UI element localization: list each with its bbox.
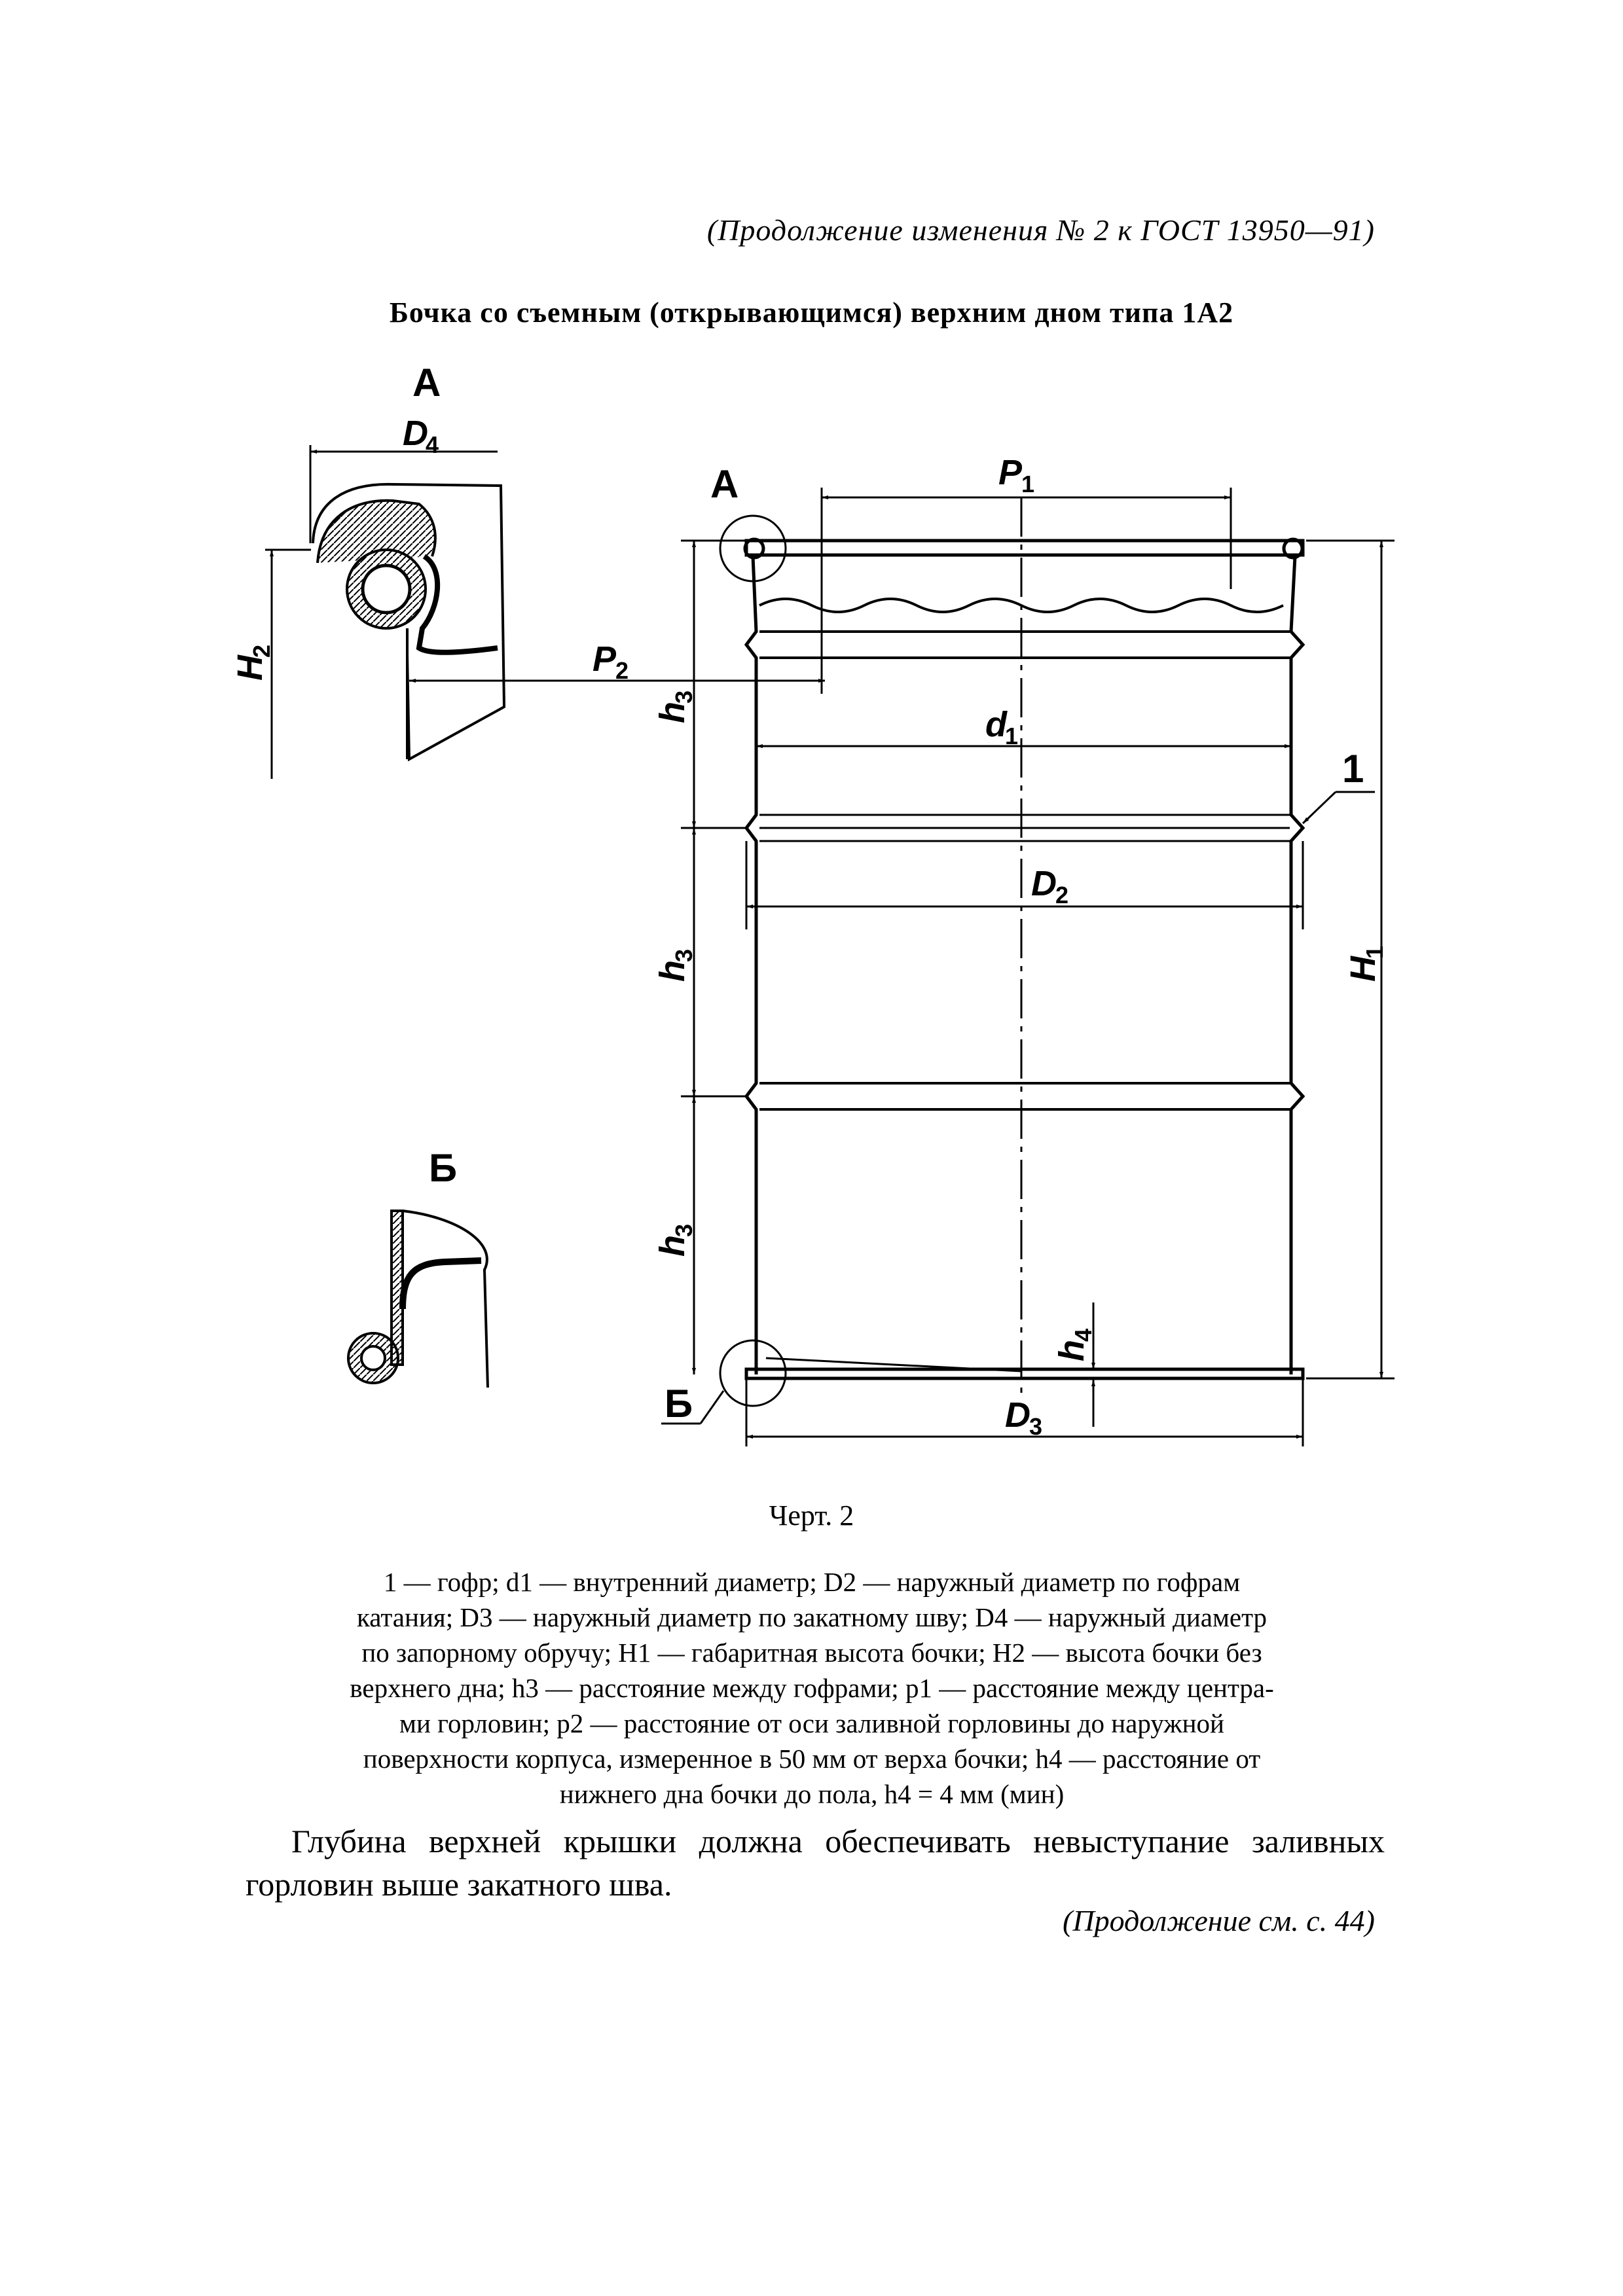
dim-d1-label: d [985, 705, 1007, 744]
legend-line: катания; D3 — наружный диаметр по закатному шву; D4 — наружный диаметр [356, 1602, 1267, 1632]
dim-p2-label: P [593, 639, 617, 679]
dim-h4-label: h [1052, 1340, 1091, 1361]
barrel-main-view [653, 453, 1395, 1446]
view-b-marker: Б [665, 1382, 693, 1426]
detail-b-view [348, 1146, 488, 1388]
dim-d1-sub: 1 [1005, 723, 1019, 749]
dim-d4-label: D [403, 414, 428, 453]
dim-d2-label: D [1031, 864, 1057, 903]
dim-h3-label-3: h [653, 1235, 692, 1257]
legend-line: нижнего дна бочки до пола, h4 = 4 мм (мин) [559, 1779, 1065, 1809]
dim-h4-sub: 4 [1070, 1328, 1097, 1342]
legend-line: по запорному обручу; H1 — габаритная высота бочки; H2 — высота бочки без [361, 1638, 1262, 1668]
dim-d3-label: D [1005, 1395, 1030, 1435]
legend-line: верхнего дна; h3 — расстояние между гофрами; p1 — расстояние между центра- [350, 1673, 1274, 1703]
figure-legend [236, 1564, 1388, 1812]
callout-1-label: 1 [1342, 747, 1364, 791]
dim-d3-sub: 3 [1029, 1413, 1043, 1440]
dim-h2-sub: 2 [248, 644, 275, 658]
dim-h3-label-2: h [653, 960, 692, 982]
dim-h3-sub-1: 3 [670, 690, 697, 704]
dim-h1-label: H [1343, 956, 1383, 982]
dim-p2-sub: 2 [615, 657, 629, 684]
dim-p1-label: P [998, 453, 1023, 492]
legend-line: 1 — гофр; d1 — внутренний диаметр; D2 — наружный диаметр по гофрам [383, 1567, 1241, 1597]
legend-line: ми горловин; p2 — расстояние от оси заливной горловины до наружной [399, 1708, 1224, 1738]
dim-p1-sub: 1 [1021, 471, 1035, 497]
dim-h3-label-1: h [653, 702, 692, 723]
dim-h2-label: H [230, 655, 270, 681]
view-a-marker: А [710, 462, 739, 506]
detail-b-label: Б [429, 1146, 458, 1190]
page-header: (Продолжение изменения № 2 к ГОСТ 13950—91) [706, 213, 1375, 247]
dim-d2-sub: 2 [1055, 882, 1069, 908]
dim-h3-sub-2: 3 [670, 948, 697, 962]
page-footer: (Продолжение см. с. 44) [1063, 1904, 1375, 1937]
dim-h1-sub: 1 [1361, 945, 1388, 959]
dim-h3-sub-3: 3 [670, 1223, 697, 1237]
figure-caption: Черт. 2 [769, 1499, 854, 1532]
legend-line: поверхности корпуса, измеренное в 50 мм от верха бочки; h4 — расстояние от [363, 1744, 1261, 1774]
detail-a-view [230, 361, 825, 779]
dim-d4-sub: 4 [426, 431, 439, 458]
figure-title: Бочка со съемным (открывающимся) верхним дном типа 1А2 [389, 296, 1234, 329]
body-paragraph: Глубина верхней крышки должна обеспечивать невыступание заливных горловин выше закатного шва. [246, 1823, 1385, 1903]
detail-a-label: А [412, 361, 441, 404]
